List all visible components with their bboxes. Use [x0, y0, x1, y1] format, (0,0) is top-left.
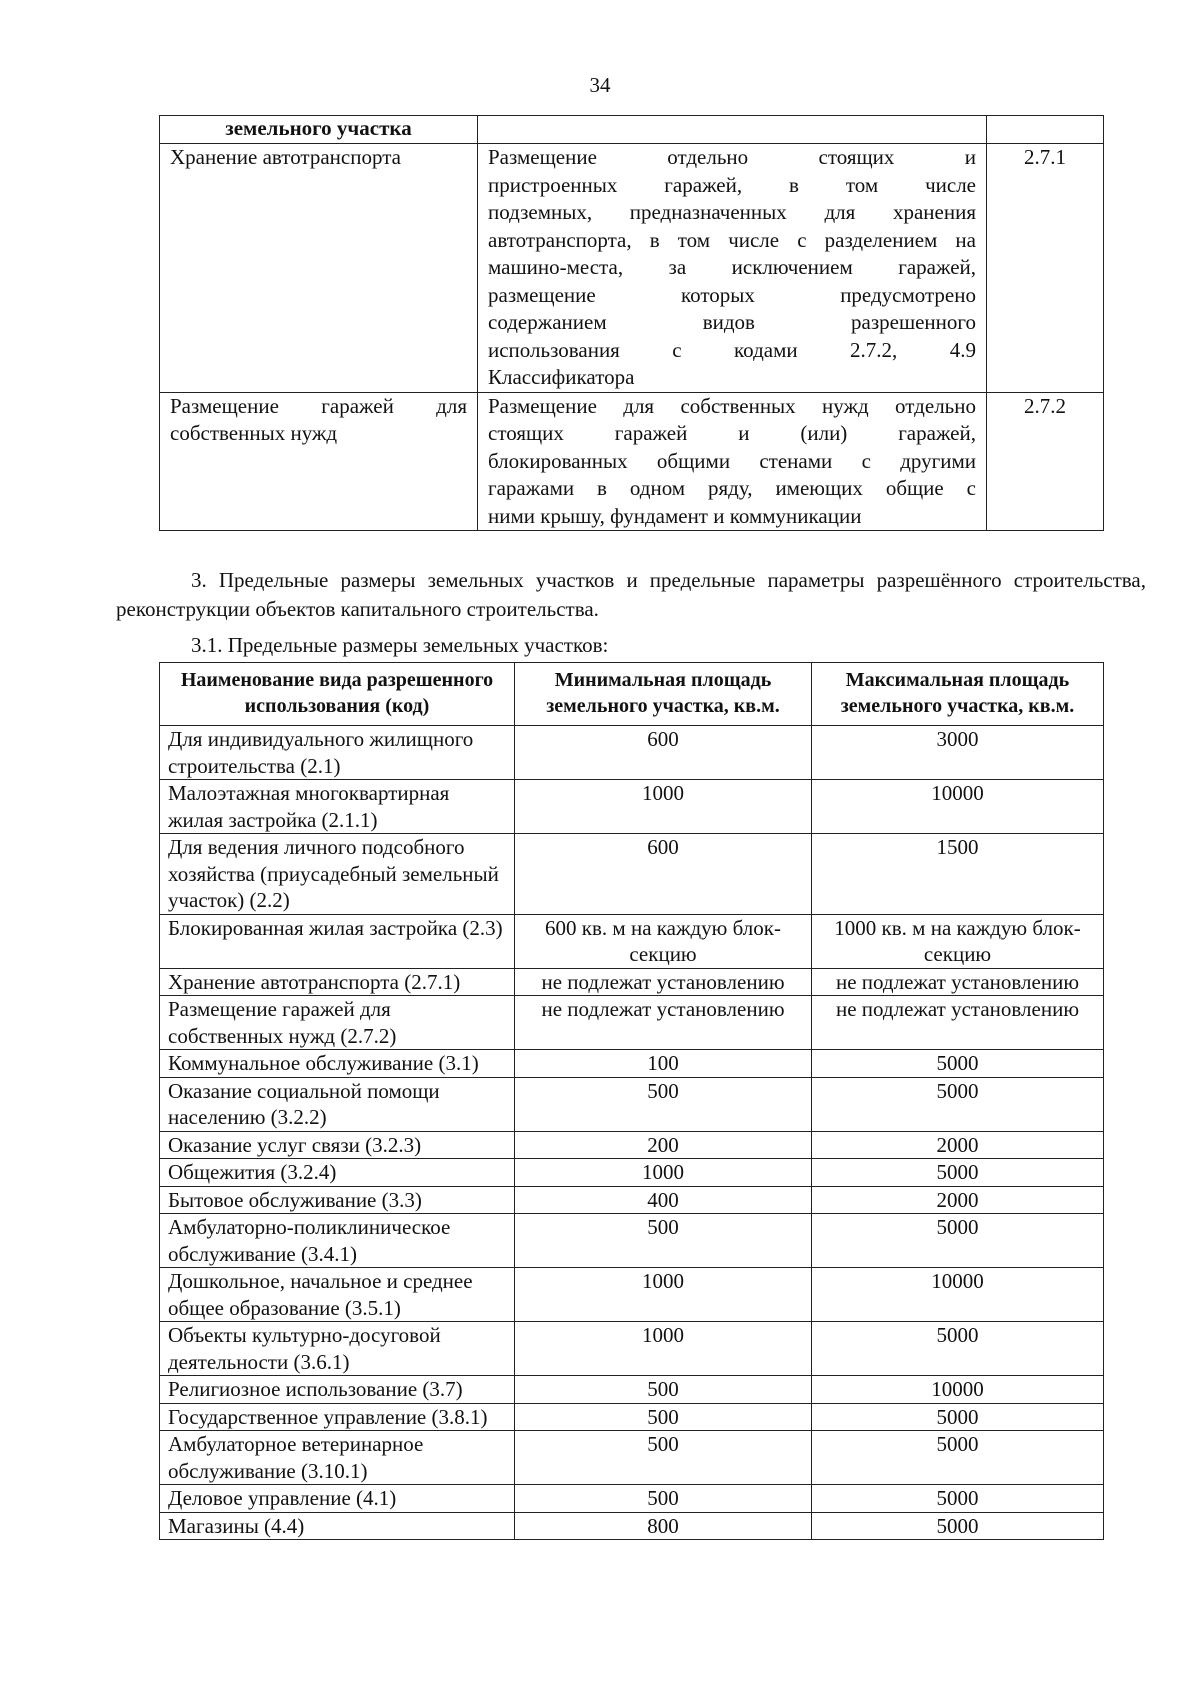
- use-name-cell: Малоэтажная многоквартирная жилая застройка (2.1.1): [160, 780, 515, 834]
- max-area-cell: 2000: [812, 1186, 1104, 1214]
- max-area-cell: 10000: [812, 780, 1104, 834]
- section-paragraph: 3. Предельные размеры земельных участков и предельные параметры разрешённого строительства, реконструкции объектов капитального строительства.: [116, 568, 1146, 621]
- min-area-cell: 600 кв. м на каждую блок-секцию: [515, 914, 812, 968]
- table-row: [160, 834, 1104, 915]
- use-name-cell: Амбулаторное ветеринарное обслуживание (3.10.1): [160, 1431, 515, 1485]
- min-area-cell: не подлежат установлению: [515, 968, 812, 996]
- description-line: ними крышу, фундамент и коммуникации: [488, 503, 862, 528]
- max-area-cell: 1500: [812, 834, 1104, 915]
- column-header-use-name: Наименование вида разрешенного использования (код): [160, 663, 515, 726]
- min-area-cell: 600: [515, 726, 812, 780]
- table-row: [160, 1077, 1104, 1131]
- table-row: [160, 1431, 1104, 1485]
- max-area-cell: 1000 кв. м на каждую блок-секцию: [812, 914, 1104, 968]
- table-row: [160, 1403, 1104, 1431]
- description-line: использования с кодами 2.7.2, 4.9: [488, 337, 976, 362]
- table-row: [160, 914, 1104, 968]
- min-area-cell: 400: [515, 1186, 812, 1214]
- min-area-cell: 100: [515, 1050, 812, 1078]
- use-name-cell: Магазины (4.4): [160, 1512, 515, 1540]
- min-area-cell: 500: [515, 1431, 812, 1485]
- min-area-cell: 500: [515, 1214, 812, 1268]
- use-name-cell: Оказание социальной помощи населению (3.2.2): [160, 1077, 515, 1131]
- min-area-cell: 600: [515, 834, 812, 915]
- table-row: [160, 1322, 1104, 1376]
- min-area-cell: 1000: [515, 1159, 812, 1187]
- table-row: [160, 726, 1104, 780]
- description-line: подземных, предназначенных для хранения: [488, 200, 976, 224]
- use-name-cell: Религиозное использование (3.7): [160, 1376, 515, 1404]
- table-row: [160, 144, 1104, 393]
- max-area-cell: 5000: [812, 1214, 1104, 1268]
- name-line: собственных нужд: [170, 421, 338, 445]
- description-line: содержанием видов разрешенного: [488, 310, 976, 334]
- min-area-cell: 1000: [515, 780, 812, 834]
- use-name-cell: Объекты культурно-досуговой деятельности (3.6.1): [160, 1322, 515, 1376]
- description-line: машино-места, за исключением гаражей,: [488, 255, 976, 279]
- min-area-cell: 1000: [515, 1268, 812, 1322]
- permitted-use-table-continued: [159, 115, 1104, 531]
- land-plot-size-table: [159, 662, 1104, 1540]
- max-area-cell: 5000: [812, 1159, 1104, 1187]
- table-row: [160, 1512, 1104, 1540]
- min-area-cell: 500: [515, 1376, 812, 1404]
- table-head-cell: земельного участка: [160, 116, 478, 144]
- subsection-heading: 3.1. Предельные размеры земельных участков:: [191, 633, 609, 657]
- use-name-cell: Для ведения личного подсобного хозяйства (приусадебный земельный участок) (2.2): [160, 834, 515, 915]
- max-area-cell: 2000: [812, 1131, 1104, 1159]
- description-line: пристроенных гаражей, в том числе: [488, 172, 976, 197]
- use-name-cell: Коммунальное обслуживание (3.1): [160, 1050, 515, 1078]
- use-name-cell: Блокированная жилая застройка (2.3): [160, 914, 515, 968]
- min-area-cell: 500: [515, 1077, 812, 1131]
- use-name-cell: Государственное управление (3.8.1): [160, 1403, 515, 1431]
- min-area-cell: не подлежат установлению: [515, 996, 812, 1050]
- min-area-cell: 200: [515, 1131, 812, 1159]
- min-area-cell: 500: [515, 1485, 812, 1513]
- use-code-cell: 2.7.2: [987, 392, 1104, 531]
- max-area-cell: не подлежат установлению: [812, 996, 1104, 1050]
- max-area-cell: 5000: [812, 1077, 1104, 1131]
- table-row: [160, 116, 1104, 144]
- table-head-cell: [478, 116, 987, 144]
- use-description-cell: [478, 392, 987, 531]
- table-body: [160, 726, 1104, 1540]
- use-name-cell: Оказание услуг связи (3.2.3): [160, 1131, 515, 1159]
- max-area-cell: 10000: [812, 1268, 1104, 1322]
- max-area-cell: 5000: [812, 1512, 1104, 1540]
- max-area-cell: не подлежат установлению: [812, 968, 1104, 996]
- max-area-cell: 5000: [812, 1403, 1104, 1431]
- table-row: [160, 1376, 1104, 1404]
- description-line: Классификатора: [488, 365, 635, 389]
- min-area-cell: 800: [515, 1512, 812, 1540]
- use-name-cell: Хранение автотранспорта: [160, 144, 478, 393]
- table-row: [160, 1186, 1104, 1214]
- max-area-cell: 5000: [812, 1322, 1104, 1376]
- use-name-cell: Деловое управление (4.1): [160, 1485, 515, 1513]
- table-row: [160, 1159, 1104, 1187]
- table-row: [160, 1268, 1104, 1322]
- use-code-cell: 2.7.1: [987, 144, 1104, 393]
- use-name-cell: Для индивидуального жилищного строительства (2.1): [160, 726, 515, 780]
- description-line: блокированных общими стенами с другими: [488, 448, 976, 473]
- table-row: [160, 1131, 1104, 1159]
- use-name-cell: [160, 392, 478, 531]
- table-head-cell: [987, 116, 1104, 144]
- table-header-row: [160, 663, 1104, 726]
- use-name-cell: Общежития (3.2.4): [160, 1159, 515, 1187]
- page-number: 34: [589, 73, 611, 97]
- max-area-cell: 10000: [812, 1376, 1104, 1404]
- use-name-cell: Амбулаторно-поликлиническое обслуживание (3.4.1): [160, 1214, 515, 1268]
- description-line: автотранспорта, в том числе с разделением на: [488, 227, 976, 252]
- description-line: стоящих гаражей и (или) гаражей,: [488, 421, 976, 445]
- use-name-cell: Бытовое обслуживание (3.3): [160, 1186, 515, 1214]
- description-line: гаражами в одном ряду, имеющих общие с: [488, 476, 976, 500]
- column-header-min-area: Минимальная площадь земельного участка, кв.м.: [515, 663, 812, 726]
- table-row: [160, 968, 1104, 996]
- max-area-cell: 5000: [812, 1050, 1104, 1078]
- description-line: Размещение отдельно стоящих и: [488, 145, 976, 169]
- use-name-cell: Дошкольное, начальное и среднее общее образование (3.5.1): [160, 1268, 515, 1322]
- max-area-cell: 5000: [812, 1485, 1104, 1513]
- table-row: [160, 1214, 1104, 1268]
- table-row: [160, 780, 1104, 834]
- min-area-cell: 500: [515, 1403, 812, 1431]
- description-line: размещение которых предусмотрено: [488, 282, 976, 307]
- column-header-max-area: Максимальная площадь земельного участка, кв.м.: [812, 663, 1104, 726]
- use-name-cell: Хранение автотранспорта (2.7.1): [160, 968, 515, 996]
- name-line: Размещение гаражей для: [170, 393, 467, 418]
- min-area-cell: 1000: [515, 1322, 812, 1376]
- use-description-cell: [478, 144, 987, 393]
- table-row: [160, 1485, 1104, 1513]
- table-row: [160, 996, 1104, 1050]
- table-row: [160, 392, 1104, 531]
- max-area-cell: 5000: [812, 1431, 1104, 1485]
- table-row: [160, 1050, 1104, 1078]
- use-name-cell: Размещение гаражей для собственных нужд (2.7.2): [160, 996, 515, 1050]
- max-area-cell: 3000: [812, 726, 1104, 780]
- description-line: Размещение для собственных нужд отдельно: [488, 393, 976, 418]
